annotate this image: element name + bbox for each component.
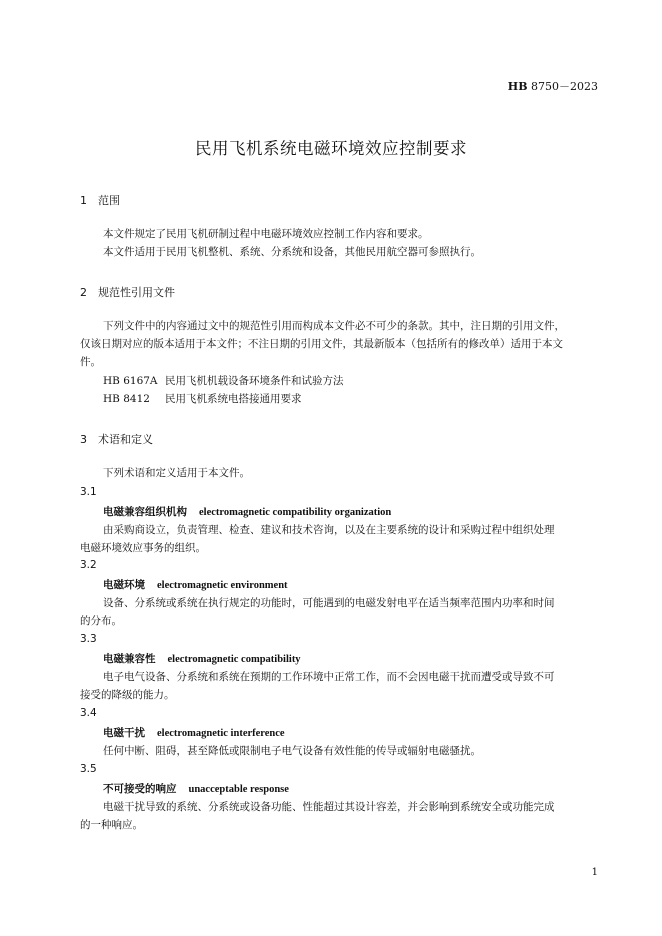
term-definition-line-2: 电磁环境效应事务的组织。 (80, 542, 206, 554)
section-1-para-2: 本文件适用于民用飞机整机、系统、分系统和设备，其他民用航空器可参照执行。 (103, 246, 481, 258)
term-definition-line-1: 电子电气设备、分系统和系统在预期的工作环境中正常工作，而不会因电磁干扰而遭受或导致不可 (103, 671, 555, 683)
term-definition-line-2: 的一种响应。 (80, 819, 143, 831)
section-2-para-line-1: 下列文件中的内容通过文中的规范性引用而构成本文件必不可少的条款。其中，注日期的引用文件， (103, 320, 565, 332)
standard-code: HB 8750－2023 (507, 80, 598, 93)
term-heading: 不可接受的响应 unacceptable response (103, 783, 289, 795)
term-definition-line-1: 电磁干扰导致的系统、分系统或设备功能、性能超过其设计容差，并会影响到系统安全或功能完成 (103, 801, 555, 813)
term-heading: 电磁环境 electromagnetic environment (103, 579, 288, 591)
term-definition-line-2: 的分布。 (80, 615, 122, 627)
page-number: 1 (591, 867, 598, 878)
term-number: 3.5 (80, 763, 97, 775)
normative-reference: HB 6167A 民用飞机机载设备环境条件和试验方法 (103, 375, 344, 387)
section-1-heading: 1 范围 (80, 194, 120, 207)
term-definition-line-1: 任何中断、阻碍，甚至降低或限制电子电气设备有效性能的传导或辐射电磁骚扰。 (103, 745, 481, 757)
section-2-para-line-2: 仅该日期对应的版本适用于本文件；不注日期的引用文件，其最新版本（包括所有的修改单）适用于本文 (80, 338, 563, 350)
section-2-para-line-3: 件。 (80, 356, 101, 368)
term-definition-line-1: 设备、分系统或系统在执行规定的功能时，可能遇到的电磁发射电平在适当频率范围内功率和时间 (103, 597, 555, 609)
term-heading: 电磁兼容组织机构 electromagnetic compatibility organization (103, 506, 392, 518)
term-heading: 电磁干扰 electromagnetic interference (103, 727, 285, 739)
normative-reference: HB 8412 民用飞机系统电搭接通用要求 (103, 393, 302, 405)
term-number: 3.4 (80, 707, 97, 719)
section-2-heading: 2 规范性引用文件 (80, 286, 175, 299)
term-number: 3.1 (80, 486, 97, 498)
section-3-intro: 下列术语和定义适用于本文件。 (103, 467, 250, 479)
document-title: 民用飞机系统电磁环境效应控制要求 (195, 139, 467, 158)
term-definition-line-1: 由采购商设立，负责管理、检查、建议和技术咨询，以及在主要系统的设计和采购过程中组织处理 (103, 524, 555, 536)
term-heading: 电磁兼容性 electromagnetic compatibility (103, 653, 301, 665)
term-number: 3.2 (80, 559, 97, 571)
term-definition-line-2: 接受的降级的能力。 (80, 689, 175, 701)
section-1-para-1: 本文件规定了民用飞机研制过程中电磁环境效应控制工作内容和要求。 (103, 228, 429, 240)
section-3-heading: 3 术语和定义 (80, 433, 153, 446)
term-number: 3.3 (80, 633, 97, 645)
